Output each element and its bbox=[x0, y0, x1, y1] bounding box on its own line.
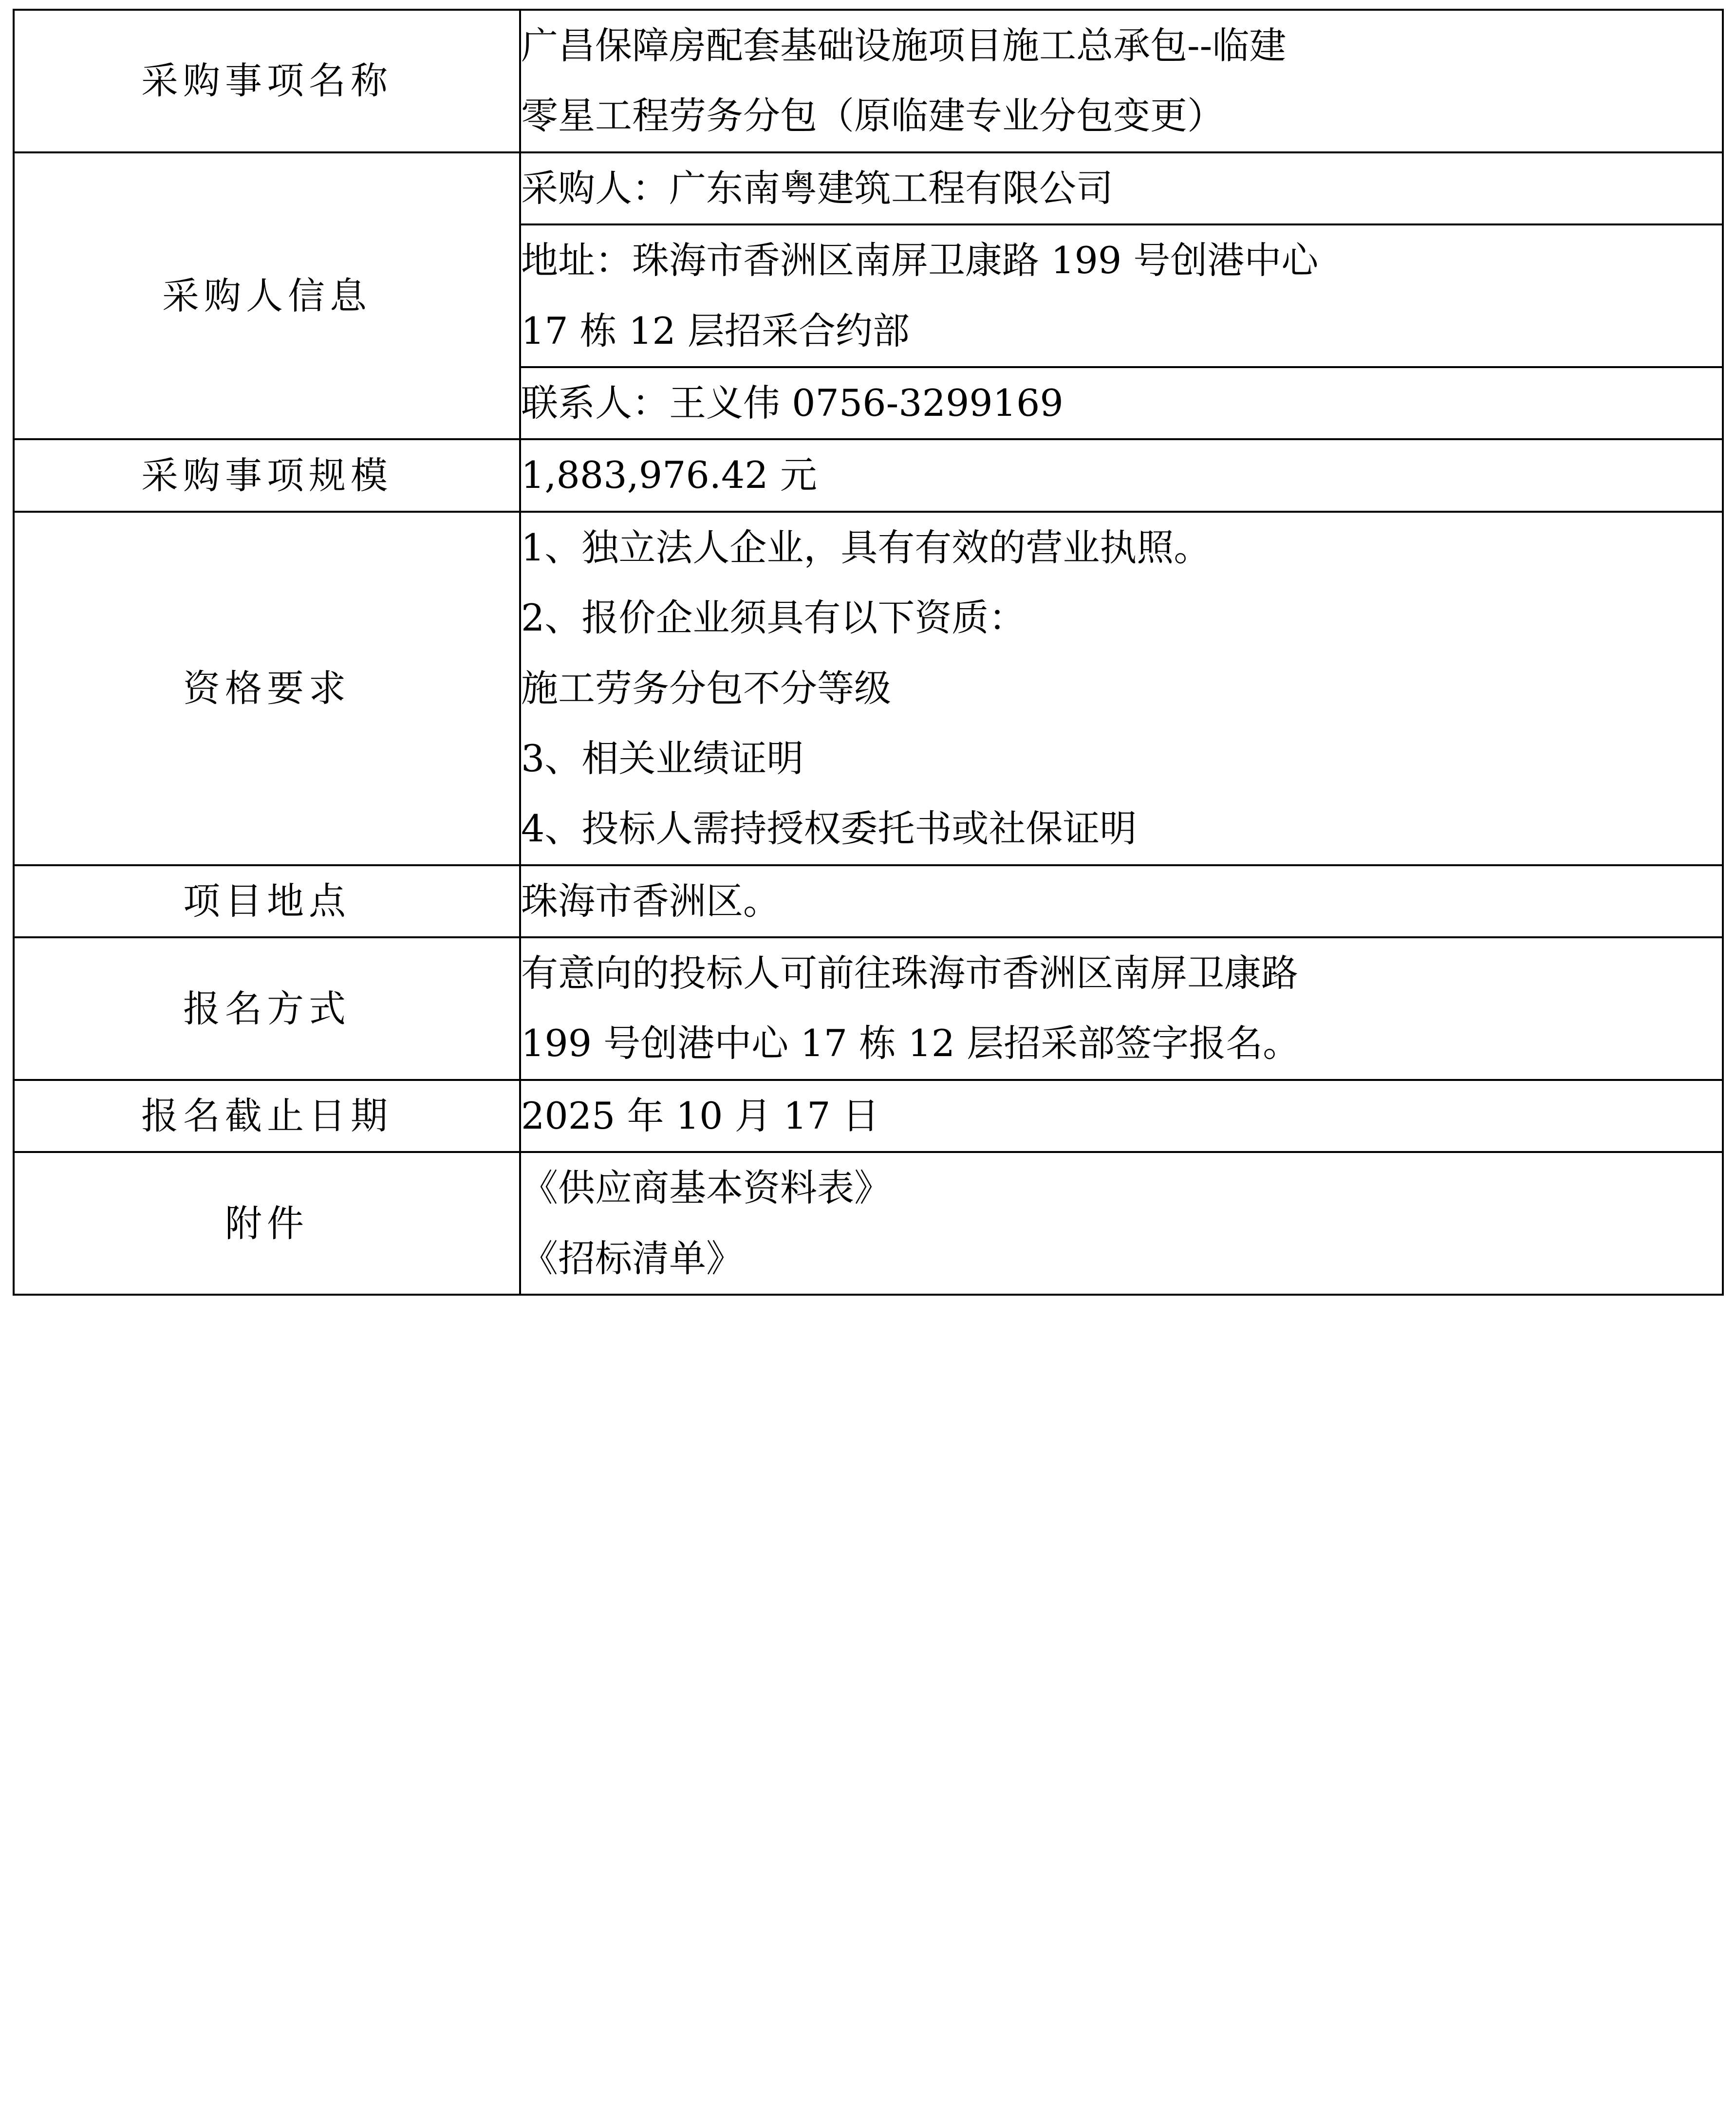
row-label-attachments: 附件 bbox=[14, 1152, 520, 1295]
subtable-row bbox=[521, 367, 1722, 438]
table-row bbox=[14, 152, 1723, 440]
purchaser-contact: 联系人：王义伟 0756-3299169 bbox=[521, 381, 1064, 425]
table-row bbox=[14, 1080, 1723, 1152]
table-row bbox=[14, 1152, 1723, 1295]
table-row bbox=[14, 512, 1723, 865]
attachment-item-1: 《供应商基本资料表》 bbox=[521, 1166, 891, 1210]
location-text: 珠海市香洲区。 bbox=[521, 879, 780, 923]
qualification-line-5: 4、投标人需持授权委托书或社保证明 bbox=[521, 807, 1137, 851]
deadline-date: 2025 年 10 月 17 日 bbox=[521, 1094, 879, 1137]
registration-line-1: 有意向的投标人可前往珠海市香洲区南屏卫康路 bbox=[521, 951, 1298, 995]
scale-amount: 1,883,976.42 元 bbox=[521, 453, 817, 497]
row-value-location bbox=[520, 865, 1723, 937]
purchaser-address-line-2: 17 栋 12 层招采合约部 bbox=[521, 309, 910, 353]
table-row bbox=[14, 439, 1723, 511]
purchaser-address-line-1: 地址：珠海市香洲区南屏卫康路 199 号创港中心 bbox=[521, 239, 1319, 282]
row-label-registration: 报名方式 bbox=[14, 937, 520, 1080]
subtable-row bbox=[521, 224, 1722, 367]
purchaser-address bbox=[521, 224, 1722, 367]
row-value-item-name bbox=[520, 10, 1723, 152]
row-label-item-name: 采购事项名称 bbox=[14, 10, 520, 152]
row-value-scale bbox=[520, 439, 1723, 511]
qualification-line-4: 3、相关业绩证明 bbox=[521, 736, 804, 780]
qualification-line-1: 1、独立法人企业，具有有效的营业执照。 bbox=[521, 525, 1211, 569]
purchaser-info-subtable bbox=[521, 153, 1722, 439]
procurement-notice-table bbox=[13, 9, 1724, 1296]
qualification-line-3: 施工劳务分包不分等级 bbox=[521, 666, 891, 710]
row-label-deadline: 报名截止日期 bbox=[14, 1080, 520, 1152]
item-name-line-2: 零星工程劳务分包（原临建专业分包变更） bbox=[521, 94, 1224, 138]
table-row bbox=[14, 937, 1723, 1080]
row-value-qualification bbox=[520, 512, 1723, 865]
table-row bbox=[14, 10, 1723, 152]
attachment-item-2: 《招标清单》 bbox=[521, 1236, 743, 1280]
purchaser-name: 采购人：广东南粤建筑工程有限公司 bbox=[521, 153, 1722, 224]
row-value-deadline bbox=[520, 1080, 1723, 1152]
subtable-row bbox=[521, 153, 1722, 224]
row-label-qualification: 资格要求 bbox=[14, 512, 520, 865]
table-row bbox=[14, 865, 1723, 937]
row-value-purchaser-info bbox=[520, 152, 1723, 440]
row-value-attachments bbox=[520, 1152, 1723, 1295]
row-label-scale: 采购事项规模 bbox=[14, 439, 520, 511]
registration-line-2: 199 号创港中心 17 栋 12 层招采部签字报名。 bbox=[521, 1022, 1300, 1065]
row-label-purchaser-info: 采购人信息 bbox=[14, 152, 520, 440]
item-name-line-1: 广昌保障房配套基础设施项目施工总承包--临建 bbox=[521, 24, 1287, 67]
row-value-registration bbox=[520, 937, 1723, 1080]
qualification-line-2: 2、报价企业须具有以下资质： bbox=[521, 596, 1026, 640]
row-label-location: 项目地点 bbox=[14, 865, 520, 937]
